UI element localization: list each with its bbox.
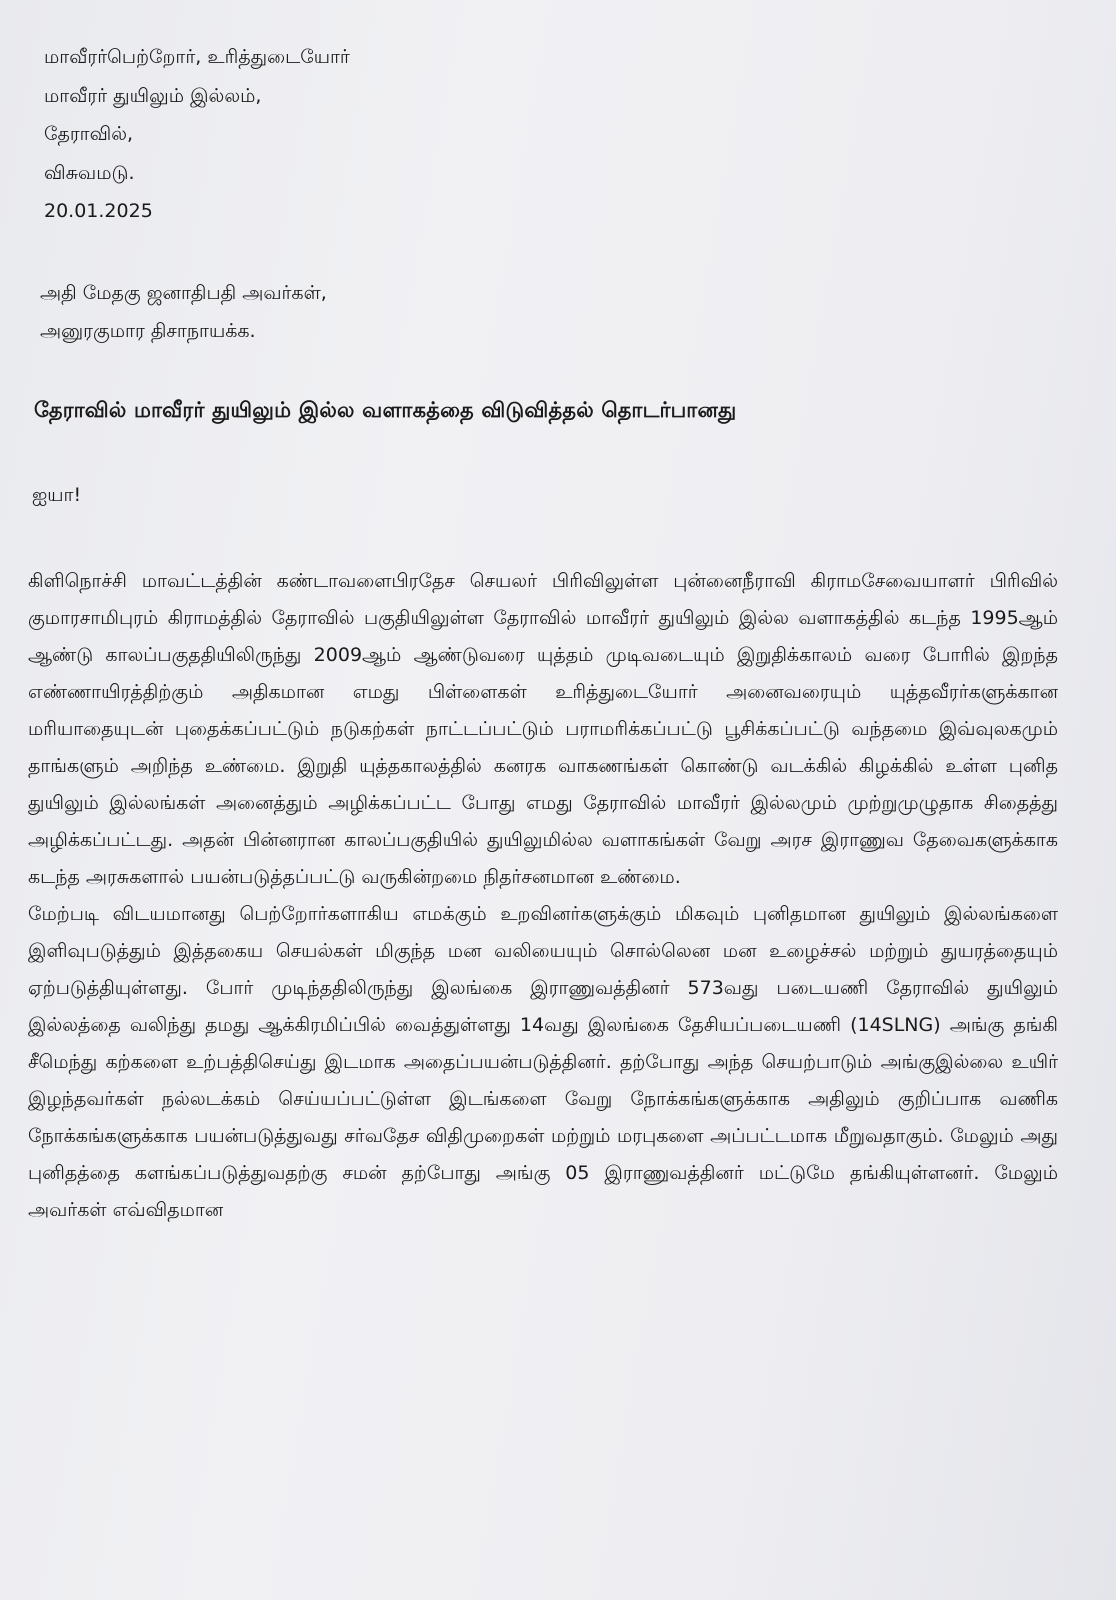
recipient-name: அனுரகுமார திசாநாயக்க. (40, 320, 256, 342)
recipient-address-block (40, 274, 327, 350)
letter-body (28, 563, 1058, 1229)
sender-place: மாவீரர் துயிலும் இல்லம், (44, 84, 262, 107)
body-paragraph-2: மேற்படி விடயமானது பெற்றோர்களாகிய எமக்கும் உறவினர்களுக்கும் மிகவும் புனிதமான துயிலும் இல்லங்களை இளிவுபடுத்தும் இத்தகைய செயல்கள் மிகுந்த மன வலியையும் சொல்லென மன உழைச்சல் மற்றும் துயரத்தையும் ஏற்படுத்தியுள்ளது. போர் முடிந்ததிலிருந்து இலங்கை இராணுவத்தினர் 573வது படையணி தேராவில் துயிலும் இல்லத்தை வலிந்து தமது ஆக்கிரமிப்பில் வைத்துள்ளது 14வது இலங்கை தேசியப்படையணி (14SLNG) அங்கு தங்கி சீமெந்து கற்களை உற்பத்திசெய்து இடமாக அதைப்பயன்படுத்தினர். தற்போது அந்த செயற்பாடும் அங்குஇல்லை உயிர் இழந்தவர்கள் நல்லடக்கம் செய்யப்பட்டுள்ள இடங்களை வேறு நோக்கங்களுக்காக அதிலும் குறிப்பாக வணிக நோக்கங்களுக்காக பயன்படுத்துவது சர்வதேச விதிமுறைகள் மற்றும் மரபுகளை அப்பட்டமாக மீறுவதாகும். மேலும் அது புனிதத்தை களங்கப்படுத்துவதற்கு சமன் தற்போது அங்கு 05 இராணுவத்தினர் மட்டுமே தங்கியுள்ளனர். மேலும் அவர்கள் எவ்விதமான (28, 903, 1058, 1221)
recipient-title: அதி மேதகு ஜனாதிபதி அவர்கள், (40, 282, 327, 304)
salutation: ஐயா! (32, 484, 82, 506)
sender-town: விசுவமடு. (44, 161, 135, 184)
sender-address-block (44, 38, 350, 231)
letter-subject: தேராவில் மாவீரர் துயிலும் இல்ல வளாகத்தை விடுவித்தல் தொடர்பானது (34, 398, 737, 422)
body-paragraph-1: கிளிநொச்சி மாவட்டத்தின் கண்டாவளைபிரதேச செயலர் பிரிவிலுள்ள புன்னைநீராவி கிராமசேவையாளர் பிரிவில் குமாரசாமிபுரம் கிராமத்தில் தேராவில் பகுதியிலுள்ள தேராவில் மாவீரர் துயிலும் இல்ல வளாகத்தில் கடந்த 1995ஆம் ஆண்டு காலப்பகுததியிலிருந்து 2009ஆம் ஆண்டுவரை யுத்தம் முடிவடையும் இறுதிக்காலம் வரை போரில் இறந்த எண்ணாயிரத்திற்கும் அதிகமான எமது பிள்ளைகள் உரித்துடையோர் அனைவரையும் யுத்தவீரர்களுக்கான மரியாதையுடன் புதைக்கப்பட்டும் நடுகற்கள் நாட்டப்பட்டும் பராமரிக்கப்பட்டு பூசிக்கப்பட்டு வந்தமை இவ்வுலகமும் தாங்களும் அறிந்த உண்மை. இறுதி யுத்தகாலத்தில் கனரக வாகணங்கள் கொண்டு வடக்கில் கிழக்கில் உள்ள புனித துயிலும் இல்லங்கள் அனைத்தும் அழிக்கப்பட்ட போது எமது தேராவில் மாவீரர் இல்லமும் முற்றுமுழுதாக சிதைத்து அழிக்கப்பட்டது. அதன் பின்னரான காலப்பகுதியில் துயிலுமில்ல வளாகங்கள் வேறு அரச இராணுவ தேவைகளுக்காக கடந்த அரசுகளால் பயன்படுத்தப்பட்டு வருகின்றமை நிதர்சனமான உண்மை. (28, 570, 1058, 888)
sender-village: தேராவில், (44, 123, 134, 145)
sender-name: மாவீரர்பெற்றோர், உரித்துடையோர் (44, 46, 350, 68)
letter-date: 20.01.2025 (44, 200, 153, 222)
